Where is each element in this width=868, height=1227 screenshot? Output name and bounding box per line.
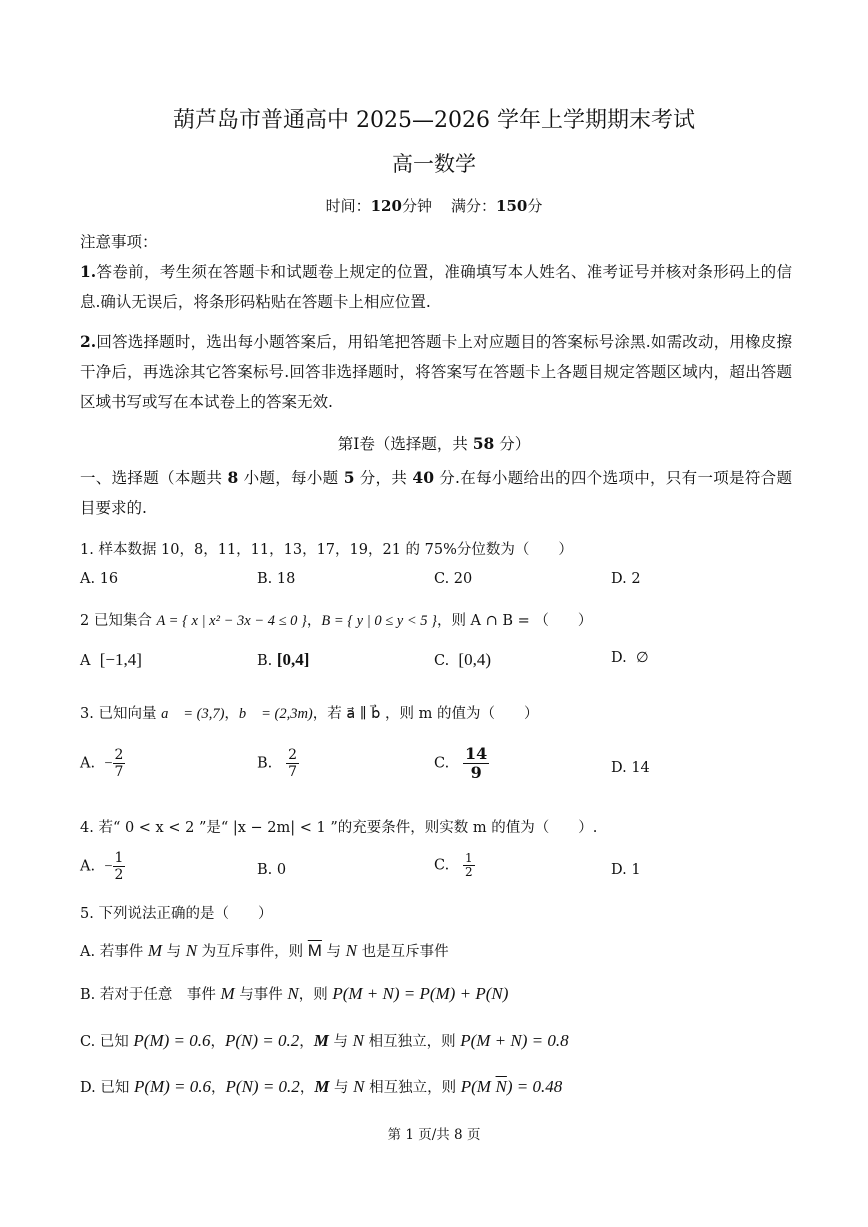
q5-d-text-1: D. 已知 [80,1080,134,1096]
q4-option-a-fraction [113,850,126,883]
section1-total: 40 [412,468,434,487]
q2-option-b-label: B. [257,653,273,669]
q2-set-b: B = { y | 0 ≤ y < 5 } [321,613,437,629]
q5-d-text-3: ， [299,1080,315,1096]
q4-option-c-denominator: 2 [465,865,473,879]
section1-heading [80,463,792,523]
q5-b-event-m: M [220,984,235,1003]
q5-a-event-m: M [147,941,162,960]
exam-title: 葫芦岛市普通高中 2025—2026 学年上学期期末考试 [173,108,695,133]
q2-option-a-value: [−1,4] [99,650,142,669]
q5-option-a [80,940,449,961]
q5-a-text-2: 与 [161,944,186,960]
q3-option-b-fraction [286,747,299,780]
score-unit: 分 [527,197,543,215]
q2-option-d-label: D. [611,650,627,666]
q5-d-equation-n-complement: $\overline{N}$ [495,1077,507,1096]
q4-option-d: D. 1 [611,862,641,878]
section1-each: 5 [343,468,355,487]
notice-item-1-text: 答卷前，考生须在答题卡和试题卷上规定的位置，准确填写本人姓名、准考证号并核对条形码上的信息.确认无误后，将条形码粘贴在答题卡上相应位置. [80,263,792,311]
q2-option-d-value: ∅ [635,650,649,666]
q5-d-event-n: N [353,1077,365,1096]
q2-option-a-label: A [80,653,91,669]
q5-a-text-1: A. 若事件 [80,944,148,960]
q3-option-a-numerator: 2 [114,747,124,763]
q3-option-a [80,747,125,780]
score-label: 满分： [451,197,497,215]
q1-stem: 1. 样本数据 10，8，11，11，13，17，19，21 的 75%分位数为（ ） [80,542,573,558]
q3-option-a-fraction [113,747,126,780]
q5-b-equation: P(M + N) = P(M) + P(N) [332,984,509,1003]
score-value: 150 [496,197,528,215]
q5-c-text-1: C. 已知 [80,1034,134,1050]
q2-option-b [257,650,309,670]
q3-separator: ， [224,706,239,722]
q4-option-a-sign: − [104,858,113,875]
q3-stem-prefix: 3. 已知向量 [80,706,162,722]
q4-option-c [434,852,475,879]
q2-stem-prefix: 2 已知集合 [80,613,157,629]
q5-d-equation-b: ) = 0.48 [506,1077,563,1096]
q5-c-event-n: N [352,1031,364,1050]
q5-d-equation-a: P(M [460,1077,491,1096]
section1-text-a: 一、选择题（本题共 [80,469,228,487]
q5-b-event-n: N [287,984,299,1003]
q5-option-b [80,983,508,1004]
q2-stem-suffix: ，则 A ∩ B = （ ） [436,613,593,629]
q5-c-prob-m: P(M) = 0.6 [133,1031,211,1050]
q5-a-event-n-2: N [345,941,357,960]
time-value: 120 [370,197,402,215]
q5-c-text-5: 相互独立，则 [363,1034,461,1050]
q2-option-a [80,650,142,670]
part1-heading-score: 58 [472,434,495,453]
q5-stem: 5. 下列说法正确的是（ ） [80,906,273,922]
q5-c-equation: P(M + N) = 0.8 [460,1031,569,1050]
exam-subject: 高一数学 [392,152,476,176]
q2-option-c-value: [0,4) [458,650,491,669]
section1-text-c: 分，共 [354,469,413,487]
q4-option-a-denominator: 2 [114,867,124,883]
q5-a-text-4: 与 [321,944,346,960]
section1-count: 8 [227,468,239,487]
q2-set-a: A = { x | x² − 3x − 4 ≤ 0 } [156,613,307,629]
q5-b-text-3: ，则 [298,987,333,1003]
time-unit: 分钟 [401,197,432,215]
q2-option-c [434,650,491,670]
q4-stem: 4. 若“ 0 < x < 2 ”是“ |x − 2m| < 1 ”的充要条件，则实数 m 的值为（ ）. [80,820,598,836]
q3-option-c [434,745,489,782]
part1-heading [0,432,868,454]
q3-option-c-numerator: 14 [465,744,488,763]
q1-option-c: C. 20 [434,571,473,587]
notice-item-2-number: 2. [80,332,97,351]
q3-option-c-denominator: 9 [470,763,482,782]
q4-option-a-numerator: 1 [114,850,124,866]
q5-d-text-2: ， [211,1080,226,1096]
q3-option-b-label: B. [257,755,273,772]
q4-option-c-numerator: 1 [465,851,473,865]
part1-heading-suffix: 分） [494,435,531,453]
q3-option-a-sign: − [104,755,113,772]
q5-b-text-1: B. 若对于任意 事件 [80,987,221,1003]
q3-stem [80,702,538,723]
q2-option-b-value: [0,4] [276,650,310,669]
q2-option-d [611,650,649,667]
notice-item-2 [80,327,792,417]
q5-c-event-m: M [313,1031,329,1050]
q4-option-a-label: A. [80,858,96,875]
section1-text-d: 分.在每小题给出的四个选项中，只有一项是符合题目要求的. [80,469,792,517]
q3-vector-b: b⃗ = (2,3m) [238,706,313,722]
q4-option-c-label: C. [434,857,450,874]
q3-stem-suffix: ，若 a⃗ ∥ b⃗ ，则 m 的值为（ ） [312,706,539,722]
q3-vector-a: a⃗ = (3,7) [161,706,225,722]
part1-heading-prefix: 第Ⅰ卷（选择题，共 [337,435,473,453]
q5-d-text-4: 与 [329,1080,354,1096]
q2-separator: ， [306,613,322,629]
q2-stem [80,609,592,630]
notice-item-1 [80,257,792,317]
q1-option-a: A. 16 [80,571,119,587]
q2-option-c-label: C. [434,653,450,669]
q3-option-b-denominator: 7 [288,764,298,780]
notice-heading: 注意事项： [80,233,158,251]
notice-item-1-number: 1. [80,262,97,281]
q3-option-a-denominator: 7 [114,764,124,780]
q5-c-text-4: 与 [328,1034,353,1050]
q5-c-text-2: ， [210,1034,225,1050]
time-label: 时间： [325,197,371,215]
q3-option-b [257,747,299,780]
q5-c-prob-n: P(N) = 0.2 [225,1031,300,1050]
q3-option-a-label: A. [80,755,96,772]
q4-option-c-fraction [463,852,475,879]
q3-option-b-numerator: 2 [288,747,298,763]
q1-option-d: D. 2 [611,571,641,587]
q5-d-text-5: 相互独立，则 [364,1080,461,1096]
q5-option-d [80,1076,562,1097]
q5-a-event-n: N [185,941,198,960]
q5-a-event-m-complement: $\overline{M}$ [307,941,322,960]
q3-option-c-fraction [463,745,489,782]
page-footer: 第 1 页/共 8 页 [387,1127,481,1143]
q5-d-prob-n: P(N) = 0.2 [225,1077,300,1096]
q5-a-text-5: 也是互斥事件 [357,944,449,960]
exam-time-score [0,195,868,216]
q5-d-prob-m: P(M) = 0.6 [133,1077,212,1096]
q5-d-event-m: M [314,1077,330,1096]
notice-item-2-text: 回答选择题时，选出每小题答案后，用铅笔把答题卡上对应题目的答案标号涂黑.如需改动，用橡皮擦干净后，再选涂其它答案标号.回答非选择题时，将答案写在答题卡上各题目规定答题区域内，超出答题区域书写或写在本试卷上的答案无效. [80,333,792,411]
q1-option-b: B. 18 [257,571,296,587]
section1-text-b: 小题，每小题 [238,469,344,487]
q5-a-text-3: 为互斥事件，则 [197,944,308,960]
q5-b-text-2: 与事件 [234,987,288,1003]
q4-option-a [80,850,125,883]
q3-option-d: D. 14 [611,760,650,776]
q5-option-c [80,1030,569,1051]
q4-option-b: B. 0 [257,862,287,878]
q3-option-c-label: C. [434,755,450,772]
q5-c-text-3: ， [299,1034,314,1050]
